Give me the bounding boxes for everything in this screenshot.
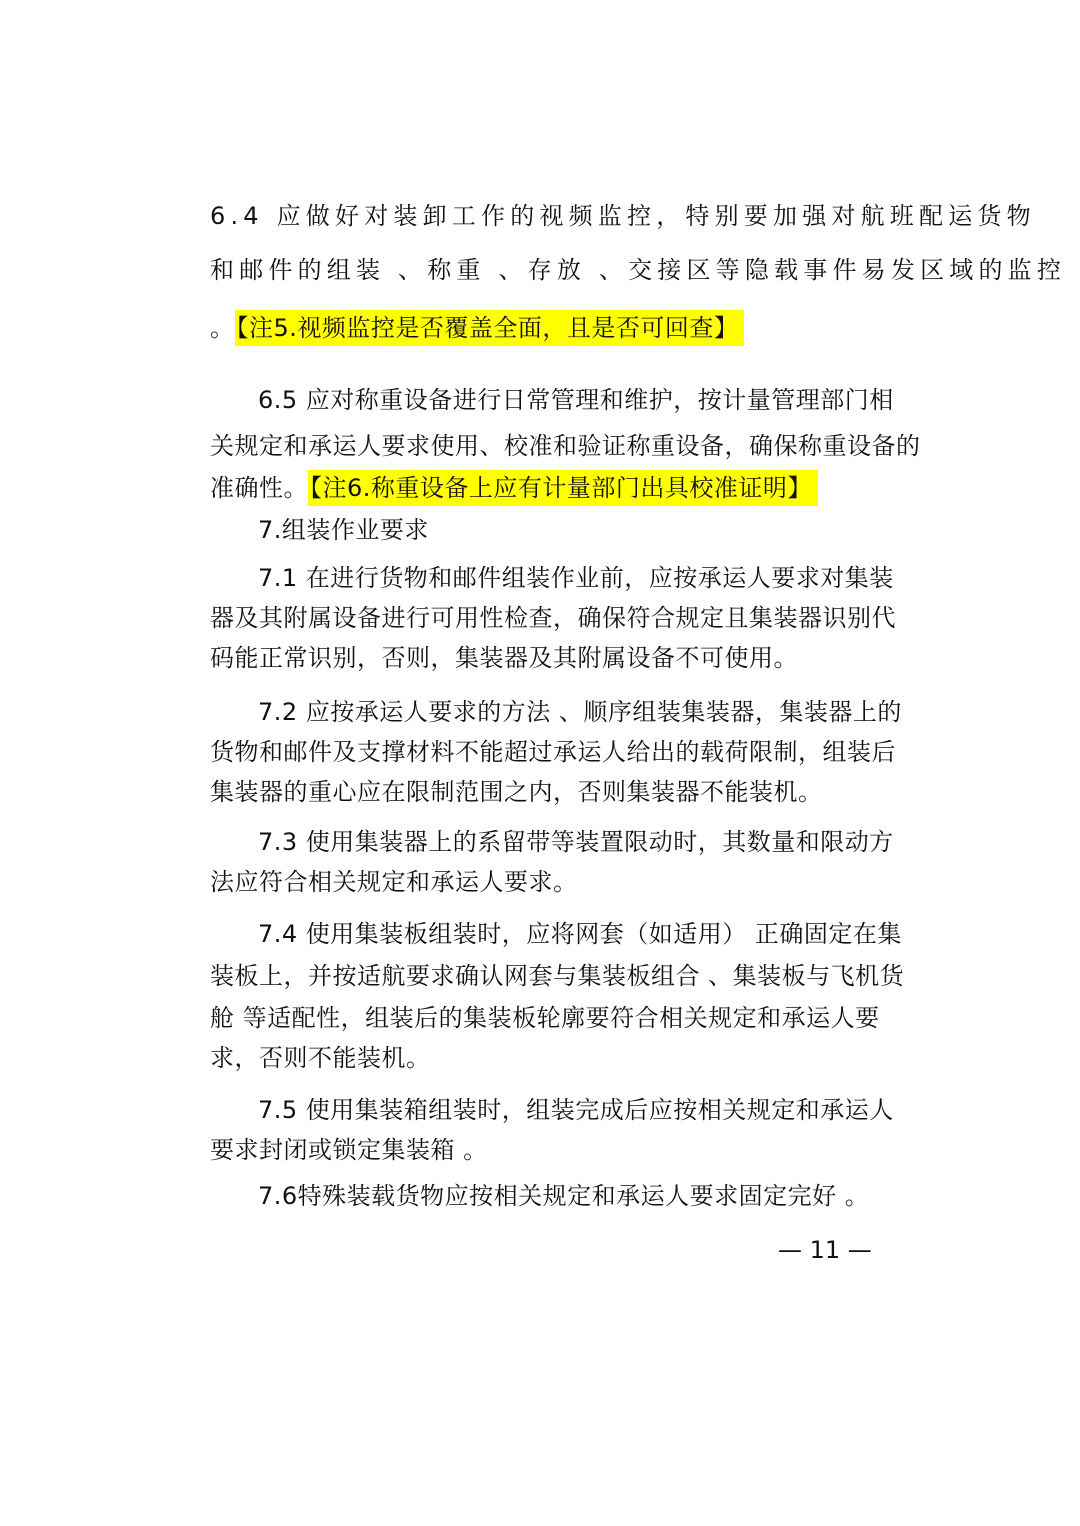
paragraph-6-5-prefix: 准确性。 xyxy=(210,474,308,502)
paragraph-6-5-line-1: 6.5 应对称重设备进行日常管理和维护，按计量管理部门相 xyxy=(258,386,894,414)
paragraph-6-4-line-3 xyxy=(210,312,744,344)
page-number: — 11 — xyxy=(778,1236,872,1264)
paragraph-6-4-line-2: 和邮件的组装 、称重 、存放 、交接区等隐载事件易发区域的监控 xyxy=(210,256,1067,284)
paragraph-7-4-line-1: 7.4 使用集装板组装时，应将网套（如适用） 正确固定在集 xyxy=(258,920,902,948)
paragraph-7-3-line-2: 法应符合相关规定和承运人要求。 xyxy=(210,868,578,896)
highlighted-note-6: 【注6.称重设备上应有计量部门出具校准证明】 xyxy=(308,470,818,506)
paragraph-7-4-line-3: 舱 等适配性，组装后的集装板轮廓要符合相关规定和承运人要 xyxy=(210,1004,880,1032)
paragraph-7-6-line-1: 7.6特殊装载货物应按相关规定和承运人要求固定完好 。 xyxy=(258,1182,870,1210)
paragraph-7-5-line-1: 7.5 使用集装箱组装时，组装完成后应按相关规定和承运人 xyxy=(258,1096,894,1124)
paragraph-7-2-line-1: 7.2 应按承运人要求的方法 、顺序组装集装器，集装器上的 xyxy=(258,698,902,726)
paragraph-6-5-line-3 xyxy=(210,472,818,504)
paragraph-7-1-line-2: 器及其附属设备进行可用性检查，确保符合规定且集装器识别代 xyxy=(210,604,896,632)
paragraph-7-3-line-1: 7.3 使用集装器上的系留带等装置限动时，其数量和限动方 xyxy=(258,828,894,856)
paragraph-7-1-line-3: 码能正常识别，否则，集装器及其附属设备不可使用。 xyxy=(210,644,798,672)
section-7-heading: 7.组装作业要求 xyxy=(258,516,429,544)
paragraph-7-4-line-4: 求，否则不能装机。 xyxy=(210,1044,431,1072)
paragraph-7-4-line-2: 装板上，并按适航要求确认网套与集装板组合 、集装板与飞机货 xyxy=(210,962,905,990)
paragraph-6-4-end-mark: 。 xyxy=(210,314,235,342)
paragraph-6-4-line-1: 6.4 应做好对装卸工作的视频监控，特别要加强对航班配运货物 xyxy=(210,202,1036,230)
highlighted-note-5: 【注5.视频监控是否覆盖全面，且是否可回查】 xyxy=(235,310,745,346)
paragraph-7-5-line-2: 要求封闭或锁定集装箱 。 xyxy=(210,1136,488,1164)
paragraph-7-2-line-3: 集装器的重心应在限制范围之内，否则集装器不能装机。 xyxy=(210,778,823,806)
paragraph-7-2-line-2: 货物和邮件及支撑材料不能超过承运人给出的载荷限制，组装后 xyxy=(210,738,896,766)
paragraph-7-1-line-1: 7.1 在进行货物和邮件组装作业前，应按承运人要求对集装 xyxy=(258,564,894,592)
paragraph-6-5-line-2: 关规定和承运人要求使用、校准和验证称重设备，确保称重设备的 xyxy=(210,432,921,460)
